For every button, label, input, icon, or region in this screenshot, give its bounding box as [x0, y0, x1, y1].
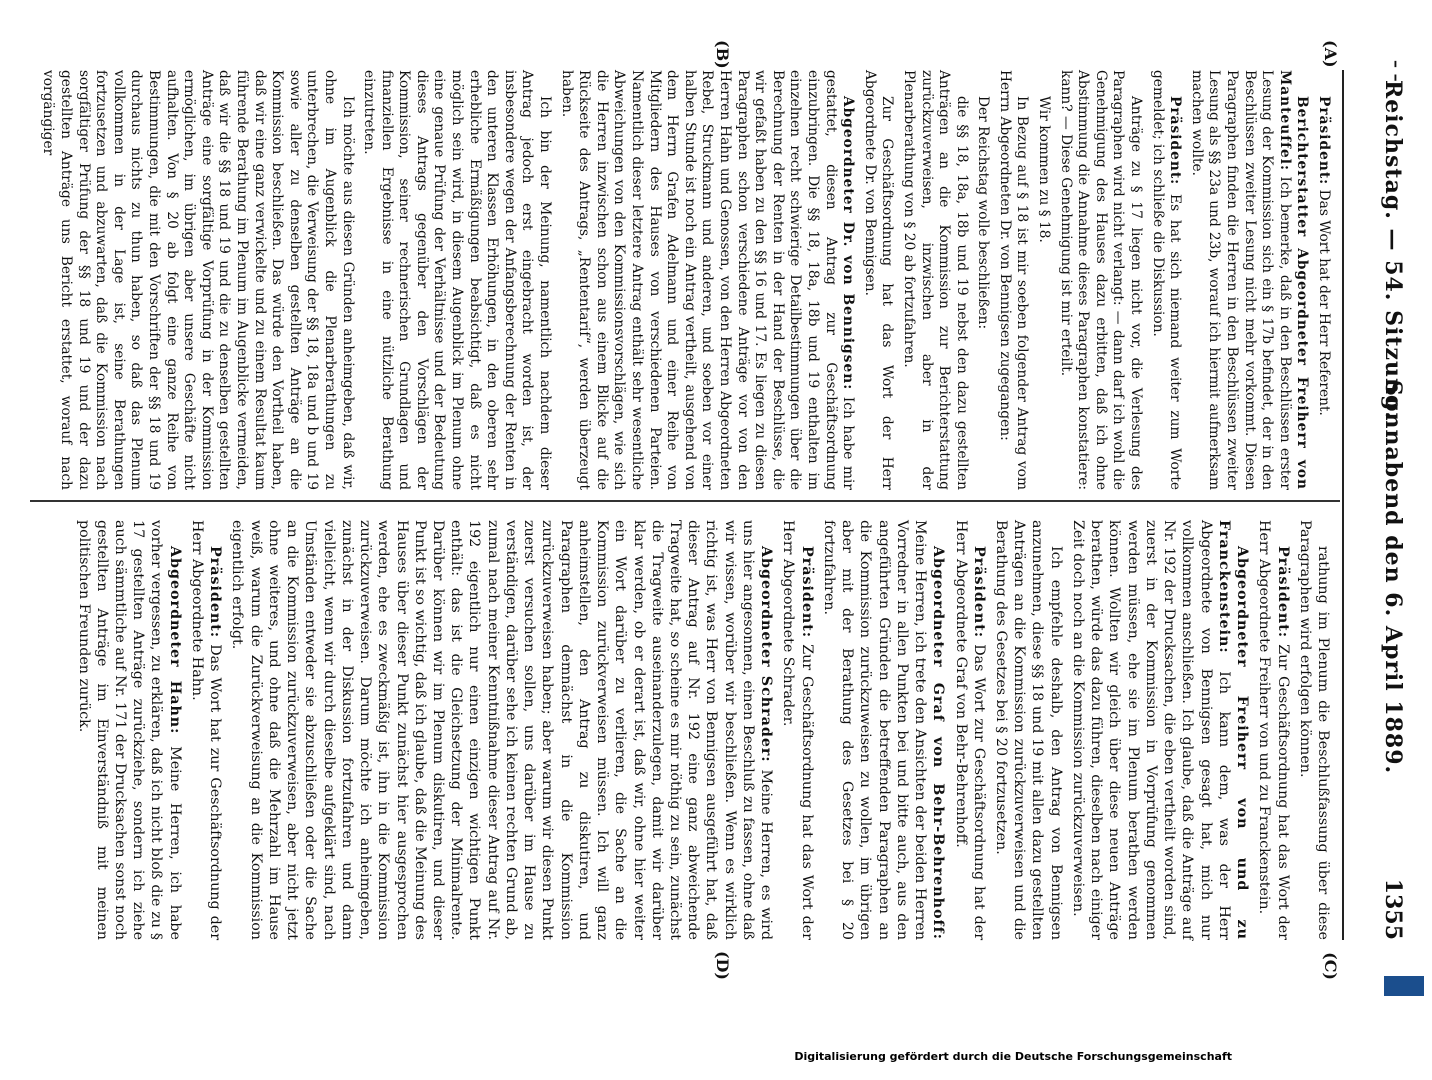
paragraph-text: Meine Herren, es wird uns hier angesonnen, einen Beschluß zu fassen, ohne daß wir wissen, worüber wir beschließen. Wenn es wirklich richtig ist, was Herr von Bennigsen ausgeführt hat, daß dieser Antrag auf Nr. 192 eine ganz abweichende Tragweite hat, so scheine es mir nöthig zu sein, zunächst die Tragweite auseinanderzulegen, damit wir darüber klar werden, ob er derart ist, daß wir, ohne hier weiter ein Wort darüber zu verlieren, die Sache an die Kommission zurückverweisen müssen. Ich will ganz anheimstellen, den Antrag zu diskutiren, und Paragraphen demnächst in die Kommission zurückzuverweisen haben; aber warum wir diesen Punkt zuerst versuchen sollen, uns darüber im Hause zu verständigen, darüber sehe ich keinen rechten Grund ab, zumal nach meiner Kenntnißnahme dieser Antrag auf Nr. 192 eigentlich nur einen einzigen wichtigen Punkt enthält: das ist die Gleichsetzung der Minimalrente. Darüber können wir im Plenum diskutiren, und dieser Punkt ist so wichtig, daß ich glaube, daß die Meinung des Hauses über dieser Punkt zunächst hier ausgesprochen werden, ehe es zweckmäßig ist, ihn in die Kommission zurückzuverweisen. Darum möchte ich anheimgeben, zunächst in der Diskussion fortzufahren und dann vielleicht, wenn wir durch dieselbe aufgeklärt sind, nach Umständen entweder sie abzuschließen oder die Sache an die Kommission zurückzuverweisen, aber nicht jetzt ohne weiteres, und ohne daß die Mehrzahl im Hause weiß, warum die Zurückverweisung an die Kommission eigentlich erfolgt.: [229, 520, 775, 940]
dfg-logo: [1384, 976, 1424, 996]
paragraph: [1035, 70, 1053, 490]
speaker-name: Präsident:: [1316, 96, 1332, 186]
paragraph-text: Das Wort hat zur Geschäftsordnung der Herr Abgeordnete Hahn.: [188, 520, 224, 941]
paragraph: [1148, 70, 1183, 490]
header-date: Sonnabend den 6. April 1889.: [1380, 380, 1406, 775]
funding-note-text: Digitalisierung gefördert durch die Deutsche Forschungsgemeinschaft: [794, 1050, 1232, 1063]
paragraph-text: Das Wort zur Geschäftsordnung hat der Herr Abgeordnete Graf von Behr-Behrenhoff.: [952, 520, 987, 941]
speaker-name: Abgeordneter Dr. von Bennigsen:: [840, 96, 857, 391]
paragraph-text: Das Wort hat der Herr Referent.: [1316, 189, 1332, 416]
speaker-name: Berichterstatter Abgeordneter Freiherr von Manteuffel:: [1276, 70, 1311, 490]
paragraph-text: Ich möchte aus diesen Gründen anheimgeben, daß wir, ohne im Augenblick die Plenarberathungen zu unterbrechen, die Verweisung der §§ 18, 18a und b und 19 sowie aller zu denselben gestellten Anträge an die Kommission beschließen. Das würde den Vortheil haben, daß wir eine ganz verwickelte und zu einem Resultat kaum führende Berathung im Plenum im Augenblicke vermeiden, daß wir die §§ 18 und 19 und die zu denselben gestellten Anträge eine sorgfältige Vorprüfung in der Kommission ermöglichen, im übrigen aber unsere Geschäfte nicht aufhalten. Von § 20 ab folgt eine ganze Reihe von Bestimmungen, die mit den Vorschriften der §§ 18 und 19 durchaus nichts zu thun haben, so daß das Plenum vollkommen in der Lage ist, seine Berathungen fortzusetzen und abzuwarten, daß die Kommission nach sorgfältiger Prüfung der §§ 18 und 19 und der dazu gestellten Anträge uns Bericht erstattet, worauf nach vorgängiger: [40, 70, 356, 490]
speaker-name: Abgeordneter Freiherr von und zu Franckenstein:: [1215, 520, 1251, 940]
paragraph-text: Anträge zu § 17 liegen nicht vor, die Verlesung des Paragraphen wird nicht verlangt: — dann darf ich wohl die Genehmigung des Hauses dazu erbitten, daß ich ohne Abstimmung die Annahme dieses Paragraphen konstatiere: kann? — Diese Genehmigung ist mir erteilt.: [1057, 70, 1145, 490]
funding-note: [232, 1050, 1232, 1080]
paragraph-text: Wir kommen zu § 18.: [1036, 96, 1053, 243]
margin-mark-d: (D): [713, 950, 732, 980]
paragraph: [974, 70, 992, 490]
paragraph: [1069, 520, 1251, 940]
header-margin-mark: – –: [1387, 60, 1406, 82]
speaker-name: Präsident:: [207, 546, 224, 639]
paragraph: [860, 70, 895, 490]
paragraph: [360, 70, 554, 490]
paragraph: [1056, 70, 1144, 490]
paragraph-text: rathung im Plenum die Beschlußfassung über diese Paragraphen wird erfolgen können.: [1296, 520, 1331, 940]
paragraph-text: In Bezug auf § 18 ist mir soeben folgender Antrag vom Herrn Abgeordneten Dr. von Bennigsen zugegangen:: [996, 70, 1031, 490]
speaker-name: Präsident:: [970, 546, 987, 639]
speaker-name: Abgeordneter Hahn:: [166, 546, 183, 735]
paragraph: [39, 70, 356, 490]
margin-mark-b: (B): [713, 40, 732, 69]
paragraph-text: Zur Geschäftsordnung hat das Wort der Herr Abgeordnete Schrader.: [780, 520, 815, 940]
paragraph: [1187, 70, 1310, 490]
paragraph-text: Ich bemerke, daß in den Beschlüssen erster Lesung der Kommission sich ein § 17b befindet, der in den Beschlüssen zweiter Lesung nicht mehr vorkommt. Diesen Paragraphen finden die Herren in den Beschlüssen zweiter Lesung als §§ 23a und 23b, worauf ich hiermit aufmerksam machen wollte.: [1188, 70, 1293, 490]
speaker-name: Abgeordneter Schrader:: [758, 546, 775, 763]
paragraph-text: Ich empfehle deshalb, den Antrag von Bennigsen anzunehmen, diese §§ 18 und 19 mit allen dazu gestellten Anträgen an die Kommission zurückzuverweisen und die Berathung des Gesetzes bei § 20 fortzusetzen.: [993, 520, 1064, 940]
paragraph: [779, 520, 815, 940]
paragraph: [899, 70, 969, 490]
page-number: 1355: [1380, 878, 1406, 940]
paragraph-text: Zur Geschäftsordnung hat das Wort der Herr Abgeordnete Dr. von Bennigsen.: [861, 70, 896, 490]
paragraph-text: Der Reichstag wolle beschließen:: [975, 96, 992, 330]
paragraph: [995, 70, 1030, 490]
paragraph: [1296, 520, 1332, 940]
paragraph: [992, 520, 1065, 940]
speaker-name: Abgeordneter Graf von Behr-Behrenhoff:: [930, 546, 947, 940]
paragraph: [228, 520, 775, 940]
paragraph: [1314, 70, 1332, 490]
paragraph-text: Meine Herren, ich habe vorher vergessen, zu erklären, daß ich nicht bloß die zu § 17 gestellten Anträge zurückziehe, sondern ich ziehe auch sämmtliche auf Nr. 171 der Drucksachen sonst noch gestellten Anträge im Einverständniß mit meinen politischen Freunden zurück.: [75, 520, 183, 940]
header-rule: [1342, 70, 1344, 940]
paragraph: [951, 520, 987, 940]
paragraph-text: die §§ 18, 18a, 18b und 19 nebst den dazu gestellten Anträgen an die Kommission zur Berichterstattung zurückzuverweisen, inzwischen aber in der Plenarberathung von § 20 ab fortzufahren.: [900, 70, 970, 490]
speaker-name: Präsident:: [798, 546, 815, 639]
paragraph-text: Ich habe mir gestattet, diesen Antrag zur Geschäftsordnung einzubringen. Die §§ 18, 18a, 18b und 19 enthalten im einzelnen recht schwierige Detailbestimmungen über die Berechnung der Renten in der Hand der Beschlüsse, die wir gefaßt haben zu den §§ 16 und 17. Es liegen zu diesen Paragraphen schon verschiedene Anträge vor von den Herren Hahn und Genossen, von den Herren Abgeordneten Rebel, Struckmann und anderen, und soeben vor einer halben Stunde ist noch ein Antrag vertheilt, ausgehend von dem Herrn Grafen Adelmann und einer Reihe von Mitgliedern des Hauses von verschiedenen Parteien. Namentlich dieser letztere Antrag enthält sehr wesentliche Abweichungen von den Kommissionsvorschlägen, wie sich die Herren inzwischen schon aus einem Blicke auf die Rückseite des Antrags, „Rententarif“, werden überzeugt haben.: [558, 70, 857, 490]
speaker-name: Präsident:: [1167, 96, 1184, 186]
margin-mark-a: (A): [1321, 40, 1340, 68]
paragraph-text: Ich bin der Meinung, namentlich nachdem dieser Antrag jedoch erst eingebracht worden ist, der insbesondere wegen der Anfangsberechnung der Renten in den unteren Klassen Erhöhungen, in den oberen sehr erhebliche Ermäßigungen beabsichtigt, daß es nicht möglich sein wird, in diesem Augenblick im Plenum ohne eine genaue Prüfung der Verhältnisse und der Bedeutung dieses Antrags gegenüber den Vorschlägen der Kommission, seiner rechnerischen Grundlagen und finanziellen Ergebnisse in eine nützliche Berathung einzutreten.: [361, 70, 554, 490]
paragraph: [188, 520, 224, 940]
page-header: [1354, 60, 1414, 940]
paragraph-text: Es hat sich niemand weiter zum Worte gemeldet; ich schließe die Diskussion.: [1149, 70, 1184, 490]
speaker-name: Präsident:: [1274, 546, 1291, 639]
header-title: Reichstag. — 54. Sitzung.: [1380, 80, 1406, 421]
paragraph-text: Ich kann dem, was der Herr Abgeordnete von Bennigsen gesagt hat, mich nur vollkommen anschließen. Ich glaube, daß die Anträge auf Nr. 192 der Drucksachen, die eben vertheilt worden sind, zuerst in der Kommission in Vorprüfung genommen werden müssen, ehe sie im Plenum berathen werden können. Wollten wir gleich über diese neuen Anträge berathen, würde das dazu führen, dieselben nach einiger Zeit doch noch an die Kommission zurückzuverweisen.: [1069, 520, 1232, 940]
paragraph-text: Zur Geschäftsordnung hat das Wort der Herr Abgeordnete Freiherr von und zu Franckenstein.: [1256, 520, 1291, 940]
right-text-column: [70, 520, 1332, 940]
margin-mark-c: (C): [1321, 952, 1340, 980]
paragraph: [74, 520, 183, 940]
paragraph: [557, 70, 856, 490]
paragraph: [1255, 520, 1291, 940]
left-text-column: [35, 70, 1332, 490]
column-divider: [30, 500, 1340, 502]
paragraph-text: Meine Herren, ich trete den Ansichten der beiden Herren Vorredner in allen Punkten bei und bitte auch, aus den angeführten Gründen die betreffenden Paragraphen an die Kommission zurückzuweisen zu wollen, im übrigen aber mit der Berathung des Gesetzes bei § 20 fortzufahren.: [820, 520, 929, 940]
paragraph: [820, 520, 948, 940]
